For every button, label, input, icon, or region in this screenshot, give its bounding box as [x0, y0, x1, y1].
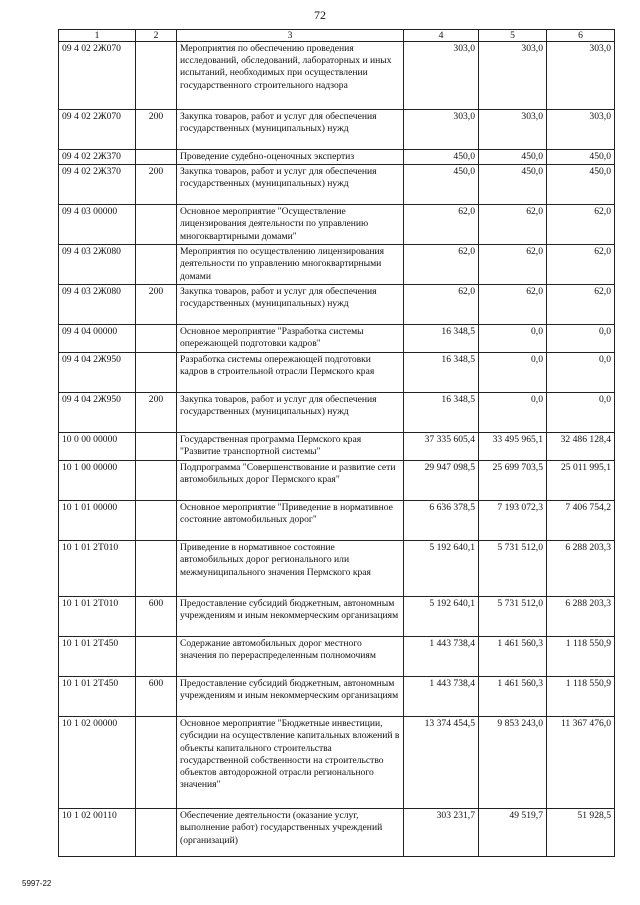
value-2023-cell: 13 374 454,5: [404, 717, 479, 809]
name-cell: Основное мероприятие "Разработка системы опережающей подготовки кадров": [177, 325, 404, 353]
name-cell: Основное мероприятие "Осуществление лицензирования деятельности по управлению многоквартирными домами": [177, 205, 404, 245]
value-2025-cell: 51 928,5: [547, 809, 615, 857]
value-2025-cell: 1 118 550,9: [547, 677, 615, 717]
expense-type-cell: [136, 809, 177, 857]
col-header: 3: [177, 30, 404, 42]
code-cell: 09 4 02 2Ж370: [59, 150, 136, 165]
value-2025-cell: 6 288 203,3: [547, 541, 615, 597]
expense-type-cell: [136, 205, 177, 245]
expense-type-cell: 600: [136, 597, 177, 637]
value-2024-cell: 25 699 703,5: [479, 461, 547, 501]
table-row: [59, 110, 615, 150]
table-row: [59, 353, 615, 393]
table-row: [59, 717, 615, 809]
code-cell: 10 1 01 2Т450: [59, 637, 136, 677]
expense-type-cell: 200: [136, 285, 177, 325]
value-2023-cell: 1 443 738,4: [404, 677, 479, 717]
expense-type-cell: [136, 245, 177, 285]
name-cell: Разработка системы опережающей подготовки кадров в строительной отрасли Пермского края: [177, 353, 404, 393]
value-2023-cell: 303,0: [404, 110, 479, 150]
expense-type-cell: 200: [136, 393, 177, 433]
code-cell: 09 4 04 00000: [59, 325, 136, 353]
value-2023-cell: 303,0: [404, 42, 479, 110]
col-header: 4: [404, 30, 479, 42]
name-cell: Мероприятия по обеспечению проведения исследований, обследований, лабораторных и иных испытаний, необходимых при осуществлении государственного строительного надзора: [177, 42, 404, 110]
page-number: 72: [314, 8, 326, 22]
value-2025-cell: 450,0: [547, 165, 615, 205]
code-cell: 09 4 02 2Ж370: [59, 165, 136, 205]
value-2025-cell: 7 406 754,2: [547, 501, 615, 541]
table-row: [59, 597, 615, 637]
code-cell: 10 0 00 00000: [59, 433, 136, 461]
value-2023-cell: 62,0: [404, 285, 479, 325]
value-2023-cell: 5 192 640,1: [404, 597, 479, 637]
name-cell: Проведение судебно-оценочных экспертиз: [177, 150, 404, 165]
value-2024-cell: 0,0: [479, 393, 547, 433]
expense-type-cell: [136, 433, 177, 461]
value-2023-cell: 16 348,5: [404, 393, 479, 433]
expense-type-cell: [136, 353, 177, 393]
value-2023-cell: 450,0: [404, 165, 479, 205]
name-cell: Предоставление субсидий бюджетным, автономным учреждениям и иным некоммерческим организациям: [177, 597, 404, 637]
value-2025-cell: 303,0: [547, 42, 615, 110]
value-2023-cell: 1 443 738,4: [404, 637, 479, 677]
name-cell: Предоставление субсидий бюджетным, автономным учреждениям и иным некоммерческим организациям: [177, 677, 404, 717]
table-row: [59, 42, 615, 110]
code-cell: 09 4 03 2Ж080: [59, 245, 136, 285]
code-cell: 09 4 03 2Ж080: [59, 285, 136, 325]
expense-type-cell: [136, 541, 177, 597]
value-2024-cell: 7 193 072,3: [479, 501, 547, 541]
value-2023-cell: 62,0: [404, 205, 479, 245]
value-2025-cell: 1 118 550,9: [547, 637, 615, 677]
code-cell: 09 4 02 2Ж070: [59, 110, 136, 150]
code-cell: 09 4 04 2Ж950: [59, 353, 136, 393]
footer-code: 5997-22: [22, 879, 52, 888]
col-header: 1: [59, 30, 136, 42]
value-2025-cell: 0,0: [547, 353, 615, 393]
value-2025-cell: 0,0: [547, 393, 615, 433]
name-cell: Государственная программа Пермского края "Развитие транспортной системы": [177, 433, 404, 461]
code-cell: 09 4 02 2Ж070: [59, 42, 136, 110]
table-row: [59, 285, 615, 325]
code-cell: 10 1 01 00000: [59, 501, 136, 541]
value-2024-cell: 0,0: [479, 325, 547, 353]
table-row: [59, 433, 615, 461]
table-row: [59, 461, 615, 501]
value-2023-cell: 16 348,5: [404, 325, 479, 353]
col-header: 5: [479, 30, 547, 42]
expense-type-cell: [136, 461, 177, 501]
table-row: [59, 501, 615, 541]
name-cell: Основное мероприятие "Приведение в нормативное состояние автомобильных дорог": [177, 501, 404, 541]
name-cell: Приведение в нормативное состояние автомобильных дорог регионального или межмуниципального значения Пермского края: [177, 541, 404, 597]
value-2025-cell: 62,0: [547, 285, 615, 325]
code-cell: 10 1 01 2Т010: [59, 541, 136, 597]
name-cell: Обеспечение деятельности (оказание услуг, выполнение работ) государственных учреждений (организаций): [177, 809, 404, 857]
code-cell: 10 1 01 2Т450: [59, 677, 136, 717]
name-cell: Закупка товаров, работ и услуг для обеспечения государственных (муниципальных) нужд: [177, 165, 404, 205]
value-2024-cell: 1 461 560,3: [479, 637, 547, 677]
code-cell: 10 1 02 00000: [59, 717, 136, 809]
expense-type-cell: [136, 42, 177, 110]
value-2025-cell: 62,0: [547, 245, 615, 285]
expense-type-cell: [136, 637, 177, 677]
table-row: [59, 677, 615, 717]
table-row: [59, 205, 615, 245]
table-row: [59, 541, 615, 597]
table-row: [59, 393, 615, 433]
value-2024-cell: 5 731 512,0: [479, 541, 547, 597]
name-cell: Основное мероприятие "Бюджетные инвестиции, субсидии на осуществление капитальных вложений в объекты капитального строительства государственной собственности на строительство объектов автодорожной отрасли регионального значения": [177, 717, 404, 809]
value-2023-cell: 303 231,7: [404, 809, 479, 857]
value-2023-cell: 16 348,5: [404, 353, 479, 393]
value-2024-cell: 303,0: [479, 110, 547, 150]
value-2025-cell: 62,0: [547, 205, 615, 245]
value-2023-cell: 5 192 640,1: [404, 541, 479, 597]
value-2023-cell: 37 335 605,4: [404, 433, 479, 461]
table-row: [59, 809, 615, 857]
value-2024-cell: 450,0: [479, 150, 547, 165]
value-2024-cell: 450,0: [479, 165, 547, 205]
value-2024-cell: 0,0: [479, 353, 547, 393]
value-2024-cell: 62,0: [479, 205, 547, 245]
name-cell: Содержание автомобильных дорог местного значения по перераспределенным полномочиям: [177, 637, 404, 677]
code-cell: 10 1 00 00000: [59, 461, 136, 501]
name-cell: Мероприятия по осуществлению лицензирования деятельности по управлению многоквартирными домами: [177, 245, 404, 285]
value-2023-cell: 450,0: [404, 150, 479, 165]
expense-type-cell: [136, 717, 177, 809]
value-2025-cell: 450,0: [547, 150, 615, 165]
value-2025-cell: 32 486 128,4: [547, 433, 615, 461]
code-cell: 10 1 01 2Т010: [59, 597, 136, 637]
header-row: [59, 30, 615, 42]
budget-table: [58, 29, 615, 857]
value-2023-cell: 29 947 098,5: [404, 461, 479, 501]
value-2024-cell: 62,0: [479, 245, 547, 285]
value-2023-cell: 6 636 378,5: [404, 501, 479, 541]
table-row: [59, 325, 615, 353]
value-2024-cell: 49 519,7: [479, 809, 547, 857]
value-2024-cell: 9 853 243,0: [479, 717, 547, 809]
code-cell: 10 1 02 00110: [59, 809, 136, 857]
expense-type-cell: 200: [136, 110, 177, 150]
name-cell: Подпрограмма "Совершенствование и развитие сети автомобильных дорог Пермского края": [177, 461, 404, 501]
expense-type-cell: 600: [136, 677, 177, 717]
table-row: [59, 245, 615, 285]
code-cell: 09 4 04 2Ж950: [59, 393, 136, 433]
table-row: [59, 150, 615, 165]
value-2025-cell: 0,0: [547, 325, 615, 353]
value-2025-cell: 25 011 995,1: [547, 461, 615, 501]
value-2024-cell: 62,0: [479, 285, 547, 325]
value-2024-cell: 1 461 560,3: [479, 677, 547, 717]
table-row: [59, 637, 615, 677]
value-2025-cell: 6 288 203,3: [547, 597, 615, 637]
value-2024-cell: 303,0: [479, 42, 547, 110]
name-cell: Закупка товаров, работ и услуг для обеспечения государственных (муниципальных) нужд: [177, 110, 404, 150]
value-2024-cell: 33 495 965,1: [479, 433, 547, 461]
expense-type-cell: [136, 501, 177, 541]
name-cell: Закупка товаров, работ и услуг для обеспечения государственных (муниципальных) нужд: [177, 285, 404, 325]
table-row: [59, 165, 615, 205]
name-cell: Закупка товаров, работ и услуг для обеспечения государственных (муниципальных) нужд: [177, 393, 404, 433]
expense-type-cell: 200: [136, 165, 177, 205]
expense-type-cell: [136, 150, 177, 165]
value-2024-cell: 5 731 512,0: [479, 597, 547, 637]
col-header: 2: [136, 30, 177, 42]
value-2023-cell: 62,0: [404, 245, 479, 285]
value-2025-cell: 303,0: [547, 110, 615, 150]
code-cell: 09 4 03 00000: [59, 205, 136, 245]
expense-type-cell: [136, 325, 177, 353]
value-2025-cell: 11 367 476,0: [547, 717, 615, 809]
col-header: 6: [547, 30, 615, 42]
